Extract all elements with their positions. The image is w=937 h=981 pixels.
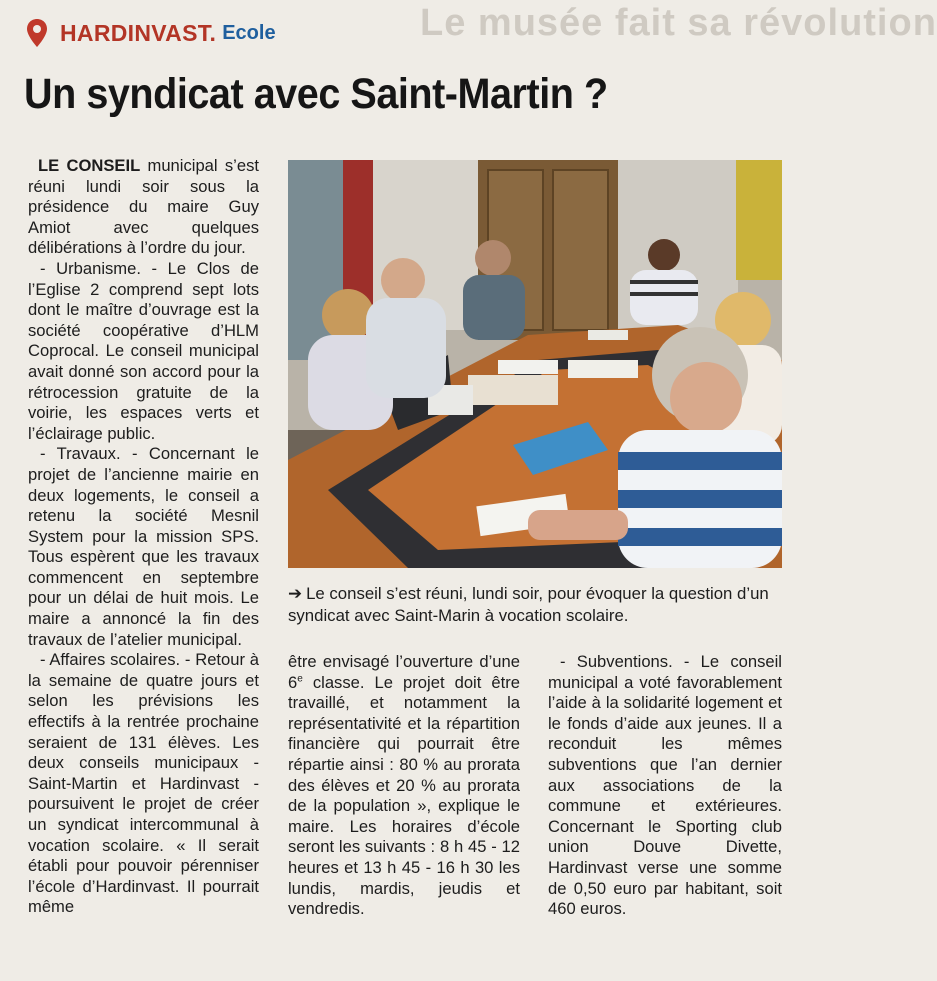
photo-caption — [288, 583, 782, 627]
paragraph-intro — [28, 156, 259, 259]
meeting-photo-illustration — [288, 160, 782, 568]
article-column-2 — [288, 652, 520, 920]
paragraph-affaires-scolaires: - Affaires scolaires. - Retour à la semaine de quatre jours et selon les prévisions les effectifs à la rentrée prochaine seraient de 131 élèves. Les deux conseils municipaux - Saint-Martin et Hardinvast - poursuivent le projet de créer un syndicat intercommunal à vocation scolaire. « Il serait établi pour pouvoir pérenniser l’école d’Hardinvast. Il pourrait même — [28, 650, 259, 917]
section-kicker — [26, 18, 276, 48]
caption-text: Le conseil s’est réuni, lundi soir, pour évoquer la question d’un syndicat avec Saint-Marin à vocation scolaire. — [288, 584, 769, 625]
arrow-right-icon: ➔ — [288, 584, 303, 603]
article-column-3 — [548, 652, 782, 920]
paragraph-text: être envisagé l’ouverture d’une 6 — [288, 652, 520, 692]
paragraph-text: municipal s’est réuni lundi soir sous la présidence du maire Guy Amiot avec quelques délibérations à l’ordre du jour. — [28, 156, 259, 258]
bleed-through-title: Le musée fait sa révolution — [420, 2, 937, 44]
article-photo — [288, 160, 782, 568]
paragraph-travaux: - Travaux. - Concernant le projet de l’ancienne mairie en deux logements, le conseil a retenu la société Mesnil System pour la mission SPS. Tous espèrent que les travaux commencent en septembre pour un délai de huit mois. Le maire a annoncé la fin des travaux de l’atelier municipal. — [28, 444, 259, 649]
article-column-1 — [28, 156, 259, 918]
lead-in: LE CONSEIL — [38, 156, 141, 175]
kicker-place: HARDINVAST. — [60, 19, 217, 46]
headline: Un syndicat avec Saint-Martin ? — [24, 70, 608, 118]
paragraph-continued — [288, 652, 520, 920]
ordinal-superscript: e — [297, 673, 303, 685]
paragraph-subventions: - Subventions. - Le conseil municipal a voté favorablement l’aide à la solidarité logement et le fonds d’aide aux jeunes. Il a reconduit les mêmes subventions que l’an dernier aux associations de la commune et extérieures. Concernant le Sporting club union Douve Divette, Hardinvast verse une somme de 0,50 euro par habitant, soit 460 euros. — [548, 652, 782, 919]
paragraph-urbanisme: - Urbanisme. - Le Clos de l’Eglise 2 comprend sept lots dont le maître d’ouvrage est la société coopérative d’HLM Coprocal. Le conseil municipal avait donné son accord pour la rétrocession gratuite de la voirie, les espaces verts et l’éclairage public. — [28, 258, 259, 443]
kicker-section: Ecole — [222, 21, 276, 44]
location-pin-icon — [26, 18, 48, 48]
paragraph-text: classe. Le projet doit être travaillé, et notamment la représentativité et la répartition financière qui pourrait être répartie ainsi : 80 % au prorata des élèves et 20 % au prorata de la population », explique le maire. Les horaires d’école seront les suivants : 8 h 45 - 12 heures et 13 h 45 - 16 h 30 les lundis, mardis, jeudis et vendredis. — [288, 672, 520, 919]
